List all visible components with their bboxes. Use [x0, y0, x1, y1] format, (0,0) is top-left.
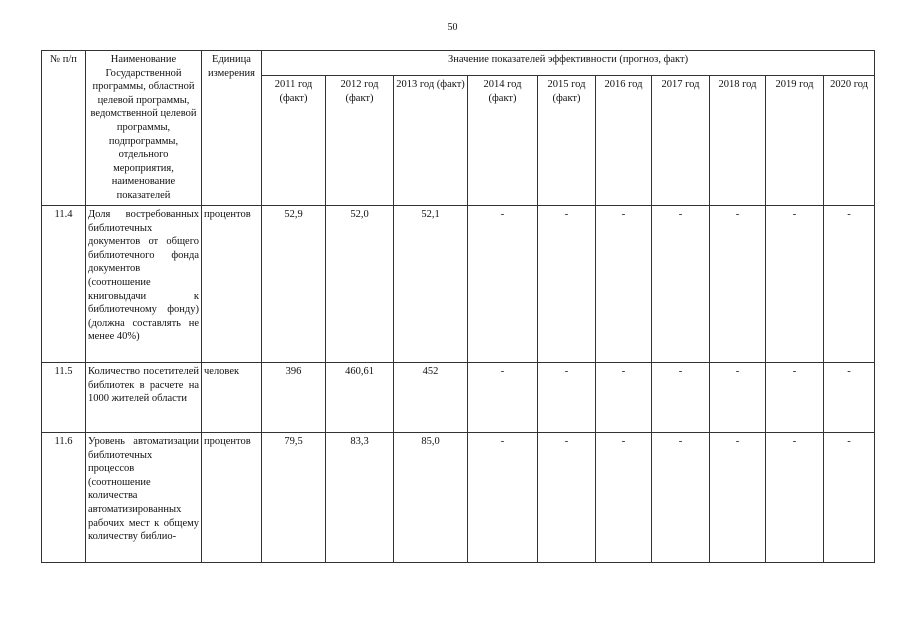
- header-name: Наименование Государственной программы, областной целевой программы, ведомственной целевой программы, подпрограммы, отдельного мероприятия, наименование показателей: [86, 51, 202, 206]
- row-value: 396: [262, 363, 326, 433]
- row-value: 83,3: [326, 433, 394, 563]
- row-value: -: [766, 206, 824, 363]
- row-value: -: [766, 433, 824, 563]
- row-value: 79,5: [262, 433, 326, 563]
- row-value: -: [538, 433, 596, 563]
- row-name: Уровень автоматизации библиотечных процессов (соотношение количества автоматизированных рабочих мест к общему количеству библио-: [86, 433, 202, 563]
- table-row: [42, 363, 875, 433]
- header-year: 2017 год: [652, 76, 710, 206]
- row-value: -: [468, 206, 538, 363]
- table-row: [42, 206, 875, 363]
- row-value: -: [652, 363, 710, 433]
- row-value: -: [824, 206, 875, 363]
- row-value: -: [538, 206, 596, 363]
- header-year: 2014 год (факт): [468, 76, 538, 206]
- row-value: -: [824, 433, 875, 563]
- row-value: -: [596, 433, 652, 563]
- header-year: 2015 год (факт): [538, 76, 596, 206]
- header-year: 2018 год: [710, 76, 766, 206]
- row-value: -: [596, 206, 652, 363]
- row-unit: процентов: [202, 433, 262, 563]
- row-value: -: [538, 363, 596, 433]
- header-year: 2019 год: [766, 76, 824, 206]
- row-value: -: [468, 363, 538, 433]
- header-year: 2013 год (факт): [394, 76, 468, 206]
- row-unit: человек: [202, 363, 262, 433]
- header-year: 2011 год (факт): [262, 76, 326, 206]
- row-value: 452: [394, 363, 468, 433]
- row-value: -: [596, 363, 652, 433]
- row-value: -: [710, 206, 766, 363]
- row-value: -: [710, 363, 766, 433]
- row-name: Доля востребованных библиотечных документов от общего библиотечного фонда документов (соотношение книговыдачи к библиотечному фонду) (должна составлять не менее 40%): [86, 206, 202, 363]
- header-year: 2016 год: [596, 76, 652, 206]
- row-value: -: [710, 433, 766, 563]
- row-name: Количество посетителей библиотек в расчете на 1000 жителей области: [86, 363, 202, 433]
- row-num: 11.5: [42, 363, 86, 433]
- row-value: -: [766, 363, 824, 433]
- table-row: [42, 433, 875, 563]
- header-unit: Единица измерения: [202, 51, 262, 206]
- header-year: 2012 год (факт): [326, 76, 394, 206]
- row-value: 52,9: [262, 206, 326, 363]
- page-number: 50: [447, 22, 458, 33]
- row-value: 52,1: [394, 206, 468, 363]
- header-year: 2020 год: [824, 76, 875, 206]
- row-value: 85,0: [394, 433, 468, 563]
- row-num: 11.6: [42, 433, 86, 563]
- row-value: -: [652, 433, 710, 563]
- header-num: № п/п: [42, 51, 86, 206]
- header-row-1: [42, 51, 875, 76]
- row-num: 11.4: [42, 206, 86, 363]
- row-unit: процентов: [202, 206, 262, 363]
- indicators-table: [41, 50, 875, 563]
- row-value: -: [468, 433, 538, 563]
- header-values-title: Значение показателей эффективности (прогноз, факт): [262, 51, 875, 76]
- row-value: -: [652, 206, 710, 363]
- row-value: 460,61: [326, 363, 394, 433]
- row-value: 52,0: [326, 206, 394, 363]
- row-value: -: [824, 363, 875, 433]
